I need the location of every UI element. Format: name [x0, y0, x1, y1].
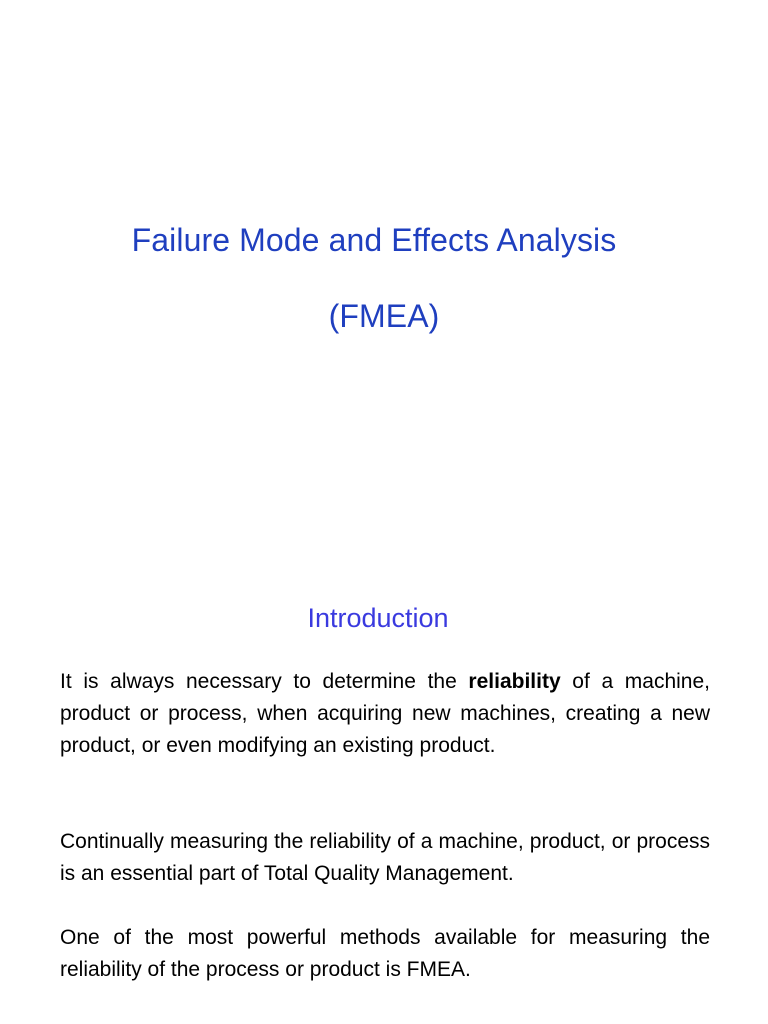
paragraph-text: It is always necessary to determine the — [60, 670, 469, 693]
document-title: Failure Mode and Effects Analysis — [131, 222, 617, 258]
intro-paragraph-2: Continually measuring the reliability of a machine, product, or process is an essential part of Total Quality Management. — [60, 830, 710, 885]
document-title-abbreviation: (FMEA) — [328, 298, 440, 334]
bold-term: reliability — [468, 670, 561, 693]
intro-paragraph-3: One of the most powerful methods available for measuring the reliability of the process or product is FMEA. — [60, 926, 710, 981]
section-heading: Introduction — [307, 603, 449, 633]
paragraph-text: of a machine, product or process, when acquiring new machines, creating a new product, or even modifying an existing product. — [60, 670, 710, 757]
intro-paragraph-1 — [60, 666, 710, 762]
